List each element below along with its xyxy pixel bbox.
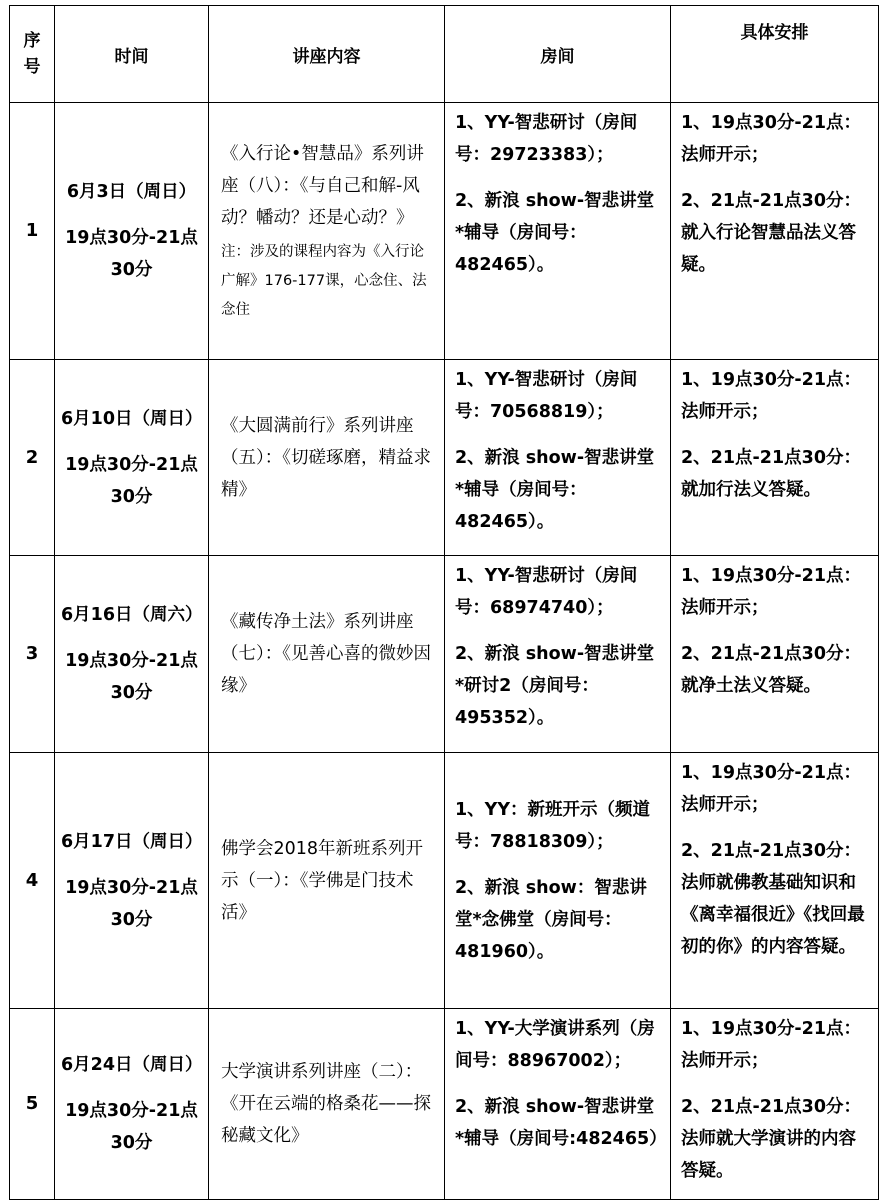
- row-room-1: 1、YY：新班开示（频道号：78818309）；: [455, 799, 651, 852]
- table-row: [10, 753, 879, 1009]
- table-row: [10, 103, 879, 360]
- row-content: 佛学会2018年新班系列开示（一）：《学佛是门技术活》: [221, 838, 424, 923]
- header-row: [10, 6, 879, 103]
- row-room-1: 1、YY-大学演讲系列（房间号：88967002）；: [455, 1019, 655, 1071]
- table-row: [10, 360, 879, 556]
- row-time-cell: [55, 556, 209, 753]
- row-time: 19点30分-21点30分: [65, 877, 198, 930]
- row-content: 《大圆满前行》系列讲座（五）：《切磋琢磨，精益求精》: [221, 415, 431, 500]
- header-seq: 序号: [10, 6, 55, 103]
- row-content-cell: [209, 1009, 445, 1200]
- row-date: 6月16日（周六）: [61, 605, 203, 625]
- row-seq: 2: [10, 360, 55, 556]
- row-content-cell: [209, 103, 445, 360]
- row-arr-2: 2、21点-21点30分：就净土法义答疑。: [681, 644, 861, 696]
- row-arrangement-cell: [671, 1009, 879, 1200]
- header-time: 时间: [55, 6, 209, 103]
- header-arrangement: 具体安排: [671, 6, 879, 103]
- row-arrangement-cell: [671, 360, 879, 556]
- row-time: 19点30分-21点30分: [65, 454, 198, 507]
- row-room-1: 1、YY-智悲研讨（房间号：68974740）；: [455, 566, 638, 618]
- row-room-2: 2、新浪 show-智悲讲堂*辅导（房间号：482465）。: [455, 191, 655, 275]
- table-row: [10, 1009, 879, 1200]
- table-row: [10, 556, 879, 753]
- row-room-cell: [445, 556, 671, 753]
- row-arr-1: 1、19点30分-21点：法师开示；: [681, 1019, 861, 1071]
- row-arr-1: 1、19点30分-21点：法师开示；: [681, 113, 861, 165]
- header-content: 讲座内容: [209, 6, 445, 103]
- lecture-schedule-table: [9, 5, 879, 1200]
- row-date: 6月17日（周日）: [61, 831, 203, 852]
- row-date: 6月3日（周日）: [66, 182, 197, 202]
- row-arr-1: 1、19点30分-21点：法师开示；: [681, 763, 861, 815]
- row-arrangement-cell: [671, 103, 879, 360]
- row-arr-2: 2、21点-21点30分：就加行法义答疑。: [681, 448, 861, 500]
- row-time: 19点30分-21点30分: [65, 1101, 198, 1153]
- row-content-cell: [209, 556, 445, 753]
- row-room-2: 2、新浪 show-智悲讲堂*辅导（房间号:482465）: [455, 1097, 667, 1149]
- row-note: 注：涉及的课程内容为《入行论广解》176-177课，心念住、法念住: [221, 243, 427, 318]
- row-content: 《入行论•智慧品》系列讲座（八）：《与自己和解-风动？幡动？还是心动？》: [221, 143, 424, 228]
- header-room: 房间: [445, 6, 671, 103]
- row-time: 19点30分-21点30分: [65, 228, 198, 280]
- row-room-2: 2、新浪 show-智悲讲堂*辅导（房间号：482465）。: [455, 448, 655, 532]
- row-room-cell: [445, 753, 671, 1009]
- row-room-cell: [445, 103, 671, 360]
- row-room-1: 1、YY-智悲研讨（房间号：70568819）；: [455, 370, 638, 422]
- row-arr-2: 2、21点-21点30分：法师就佛教基础知识和《离幸福很近》《找回最初的你》的内容答疑。: [681, 841, 865, 957]
- row-content-cell: [209, 360, 445, 556]
- row-content-cell: [209, 753, 445, 1009]
- row-time: 19点30分-21点30分: [65, 651, 198, 703]
- row-arr-2: 2、21点-21点30分：就入行论智慧品法义答疑。: [681, 191, 861, 275]
- row-room-cell: [445, 1009, 671, 1200]
- row-arr-1: 1、19点30分-21点：法师开示；: [681, 370, 861, 422]
- row-room-2: 2、新浪 show-智悲讲堂*研讨2（房间号：495352）。: [455, 644, 655, 728]
- row-arrangement-cell: [671, 753, 879, 1009]
- row-date: 6月10日（周日）: [61, 408, 203, 429]
- row-seq: 3: [10, 556, 55, 753]
- row-seq: 1: [10, 103, 55, 360]
- row-content: 《藏传净土法》系列讲座（七）：《见善心喜的微妙因缘》: [221, 612, 431, 696]
- row-time-cell: [55, 1009, 209, 1200]
- row-arrangement-cell: [671, 556, 879, 753]
- row-content: 大学演讲系列讲座（二）：《开在云端的格桑花——探秘藏文化》: [221, 1062, 431, 1146]
- row-seq: 5: [10, 1009, 55, 1200]
- row-arr-2: 2、21点-21点30分：法师就大学演讲的内容答疑。: [681, 1097, 861, 1181]
- row-time-cell: [55, 360, 209, 556]
- row-time-cell: [55, 103, 209, 360]
- row-room-cell: [445, 360, 671, 556]
- row-seq: 4: [10, 753, 55, 1009]
- row-date: 6月24日（周日）: [61, 1055, 203, 1075]
- row-room-1: 1、YY-智悲研讨（房间号：29723383）；: [455, 113, 638, 165]
- row-time-cell: [55, 753, 209, 1009]
- row-room-2: 2、新浪 show：智悲讲堂*念佛堂（房间号：481960）。: [455, 877, 647, 962]
- row-arr-1: 1、19点30分-21点：法师开示；: [681, 566, 861, 618]
